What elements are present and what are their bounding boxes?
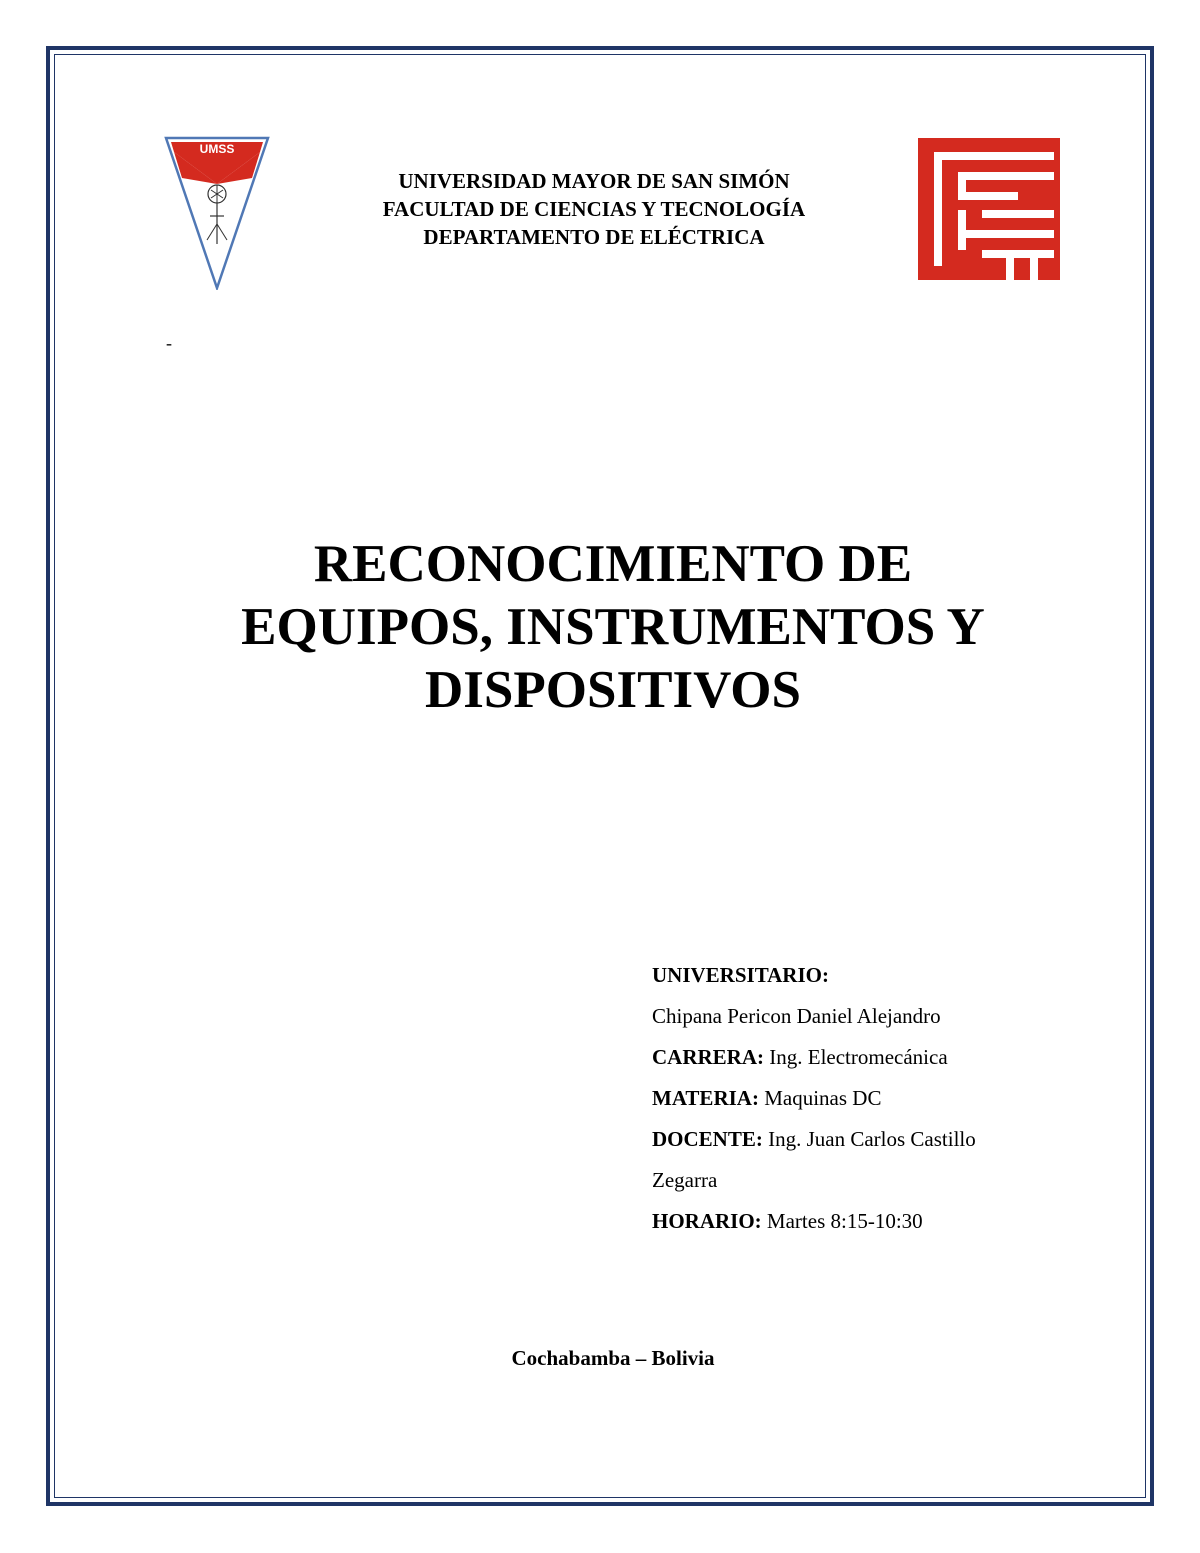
title-line-1: RECONOCIMIENTO DE	[313, 535, 913, 593]
subject-label: MATERIA:	[652, 1086, 759, 1110]
location-footer: Cochabamba – Bolivia	[511, 1346, 715, 1370]
title-line-2: EQUIPOS, INSTRUMENTOS Y	[241, 598, 985, 656]
university-name: UNIVERSIDAD MAYOR DE SAN SIMÓN	[398, 169, 790, 193]
career-label: CARRERA:	[652, 1045, 764, 1069]
teacher-row	[652, 1119, 1072, 1160]
teacher-value: Ing. Juan Carlos Castillo	[762, 1127, 976, 1151]
subject-value: Maquinas DC	[758, 1086, 882, 1110]
teacher-value-continued: Zegarra	[652, 1168, 718, 1192]
faculty-name: FACULTAD DE CIENCIAS Y TECNOLOGÍA	[382, 197, 806, 221]
fcyt-logo	[918, 138, 1060, 280]
document-title	[150, 533, 1076, 722]
subject-row	[652, 1078, 1072, 1119]
schedule-value: Martes 8:15-10:30	[761, 1209, 923, 1233]
schedule-label: HORARIO:	[652, 1209, 762, 1233]
teacher-label: DOCENTE:	[652, 1127, 763, 1151]
student-name: Chipana Pericon Daniel Alejandro	[652, 1004, 941, 1028]
career-row	[652, 1037, 1072, 1078]
student-row	[652, 955, 1072, 996]
career-value: Ing. Electromecánica	[764, 1045, 948, 1069]
student-label: UNIVERSITARIO:	[652, 963, 829, 987]
stray-mark: -	[166, 333, 172, 353]
title-line-3: DISPOSITIVOS	[425, 661, 801, 719]
institution-header	[294, 167, 894, 251]
umss-badge-text: UMSS	[199, 142, 235, 156]
schedule-row	[652, 1201, 1072, 1242]
umss-logo	[164, 136, 270, 290]
department-name: DEPARTAMENTO DE ELÉCTRICA	[423, 225, 765, 249]
student-info	[652, 955, 1072, 1242]
